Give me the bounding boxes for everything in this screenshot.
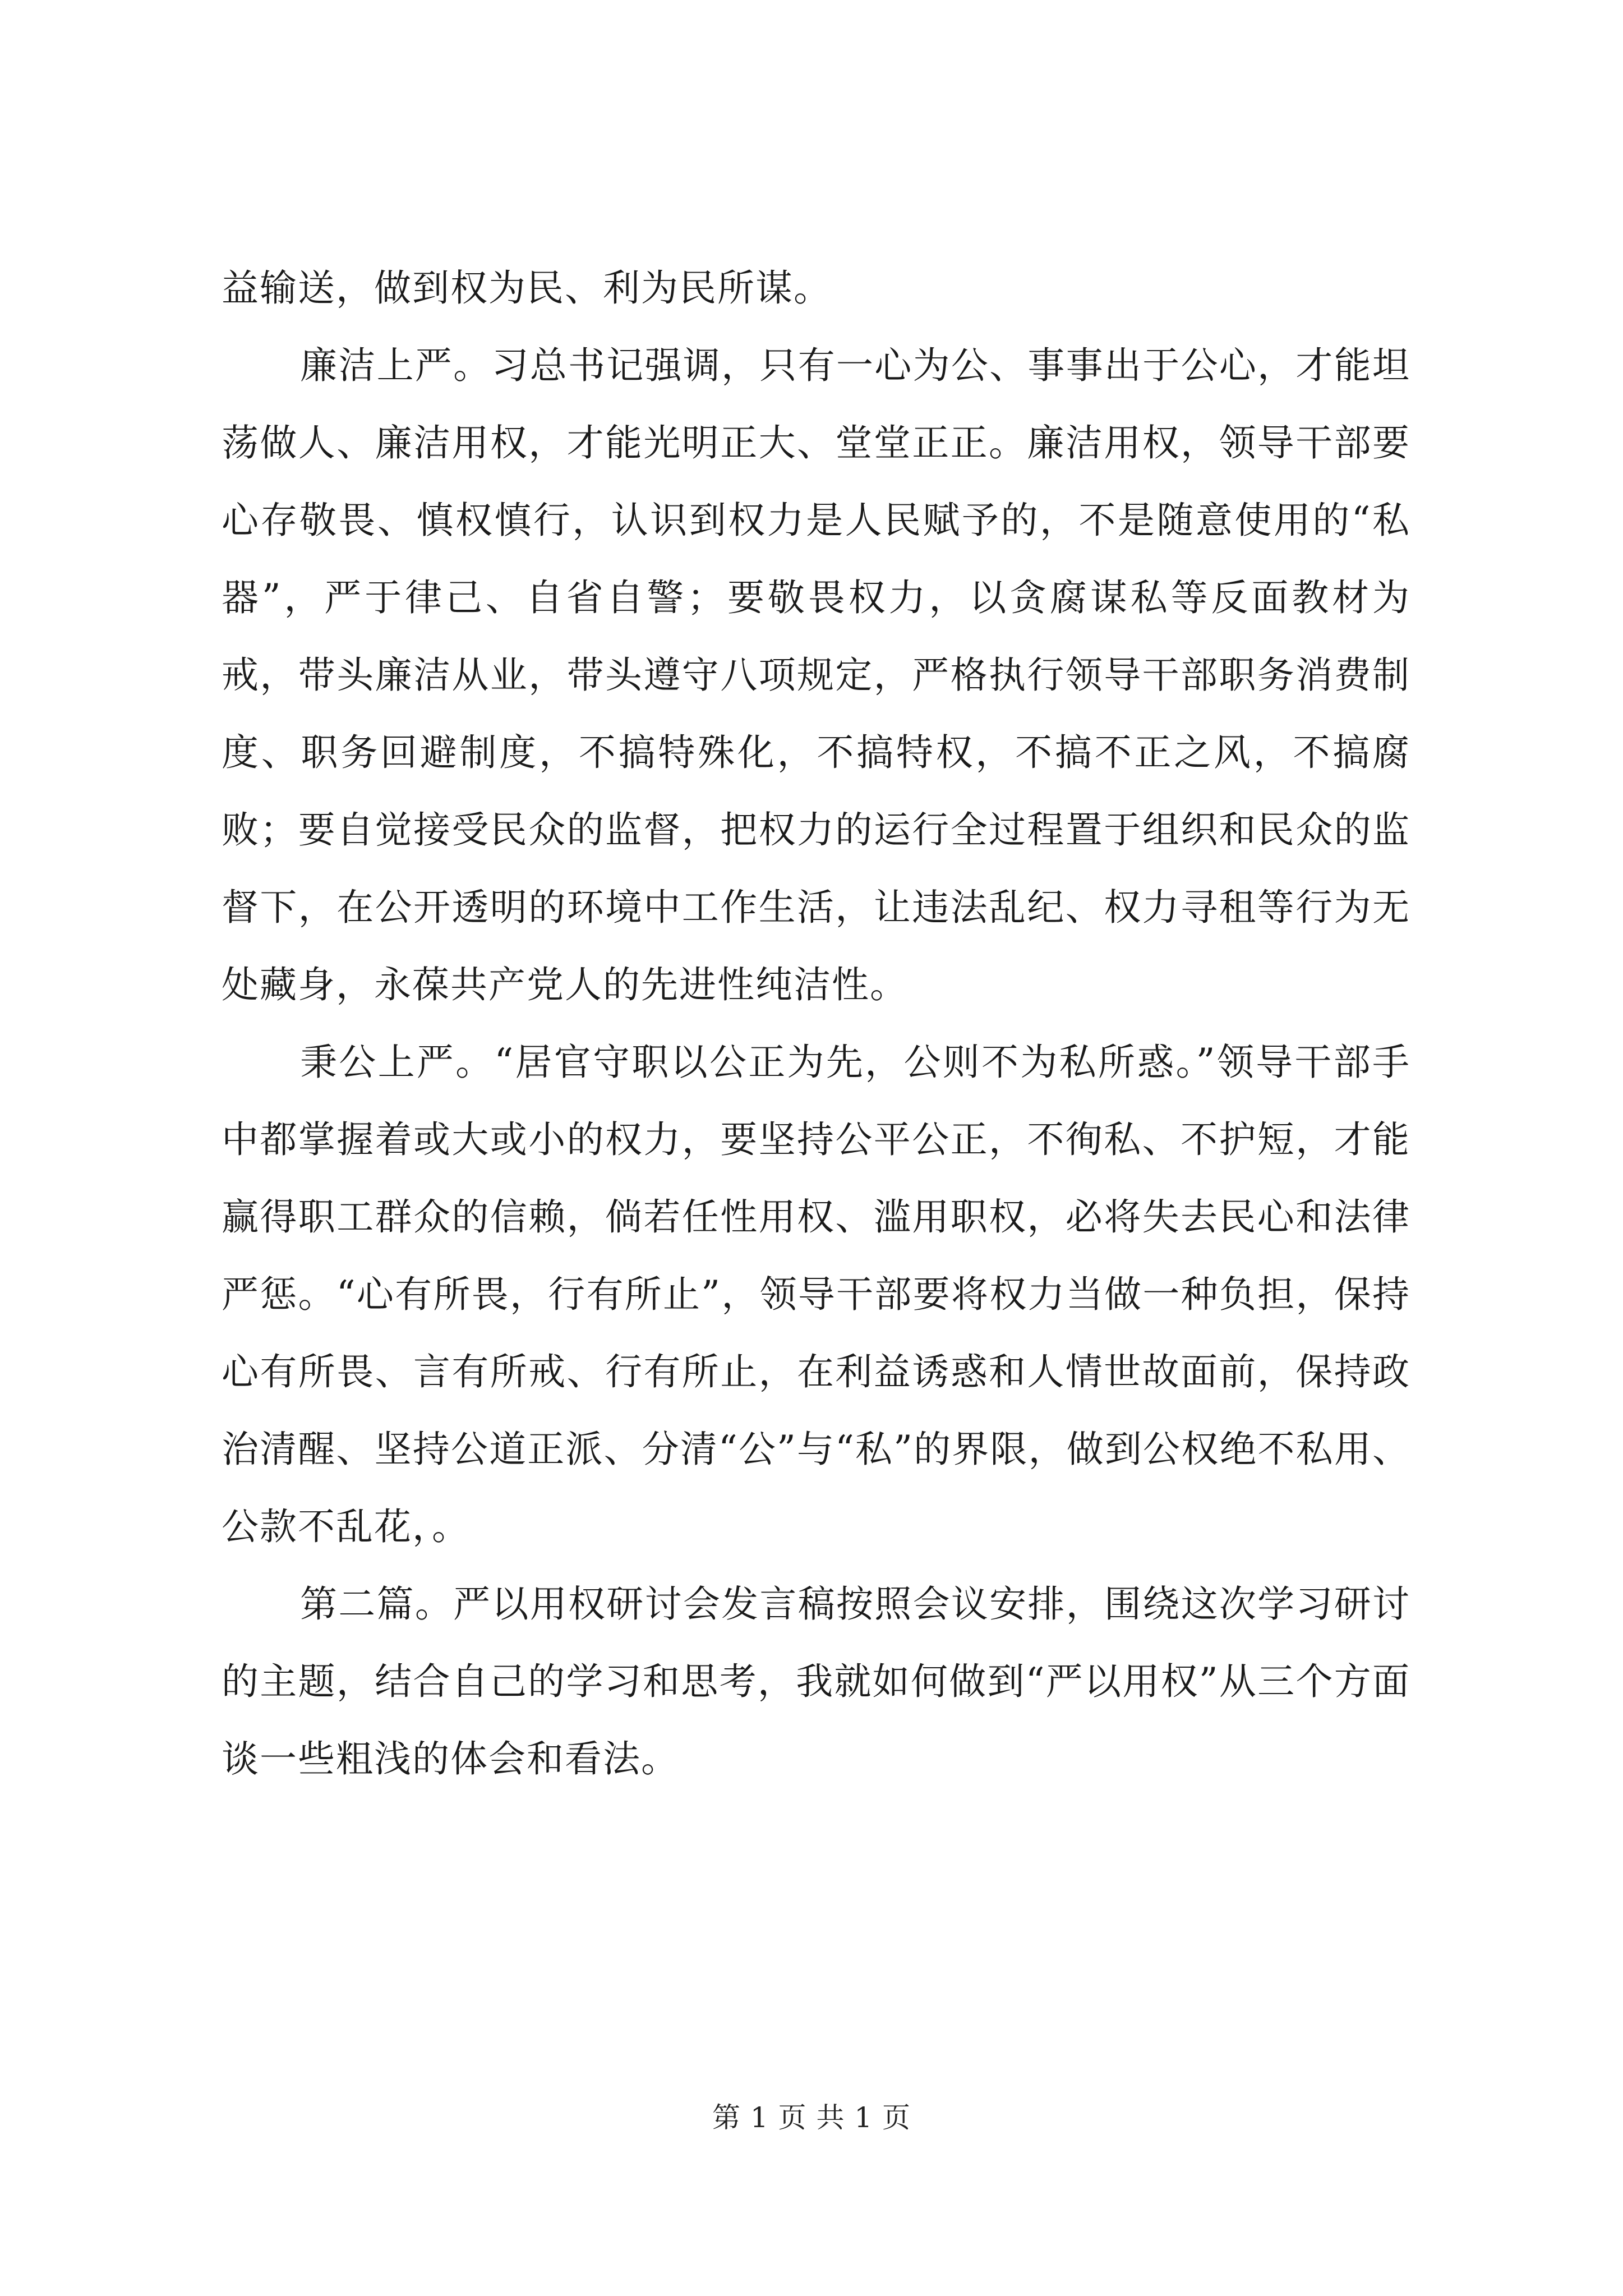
paragraph-integrity: 廉洁上严。习总书记强调，只有一心为公、事事出于公心，才能坦荡做人、廉洁用权，才能光明正大、堂堂正正。廉洁用权，领导干部要心存敬畏、慎权慎行，认识到权力是人民赋予的，不是随意使用的“私器”，严于律己、自省自警；要敬畏权力，以贪腐谋私等反面教材为戒，带头廉洁从业，带头遵守八项规定，严格执行领导干部职务消费制度、职务回避制度，不搞特殊化，不搞特权，不搞不正之风，不搞腐败；要自觉接受民众的监督，把权力的运行全过程置于组织和民众的监督下，在公开透明的环境中工作生活，让违法乱纪、权力寻租等行为无处藏身，永葆共产党人的先进性纯洁性。 (222, 344, 1410, 1006)
paragraph-impartiality: 秉公上严。“居官守职以公正为先，公则不为私所惑。”领导干部手中都掌握着或大或小的权力，要坚持公平公正，不徇私、不护短，才能赢得职工群众的信赖，倘若任性用权、滥用职权，必将失去民心和法律严惩。“心有所畏，行有所止”，领导干部要将权力当做一种负担，保持心有所畏、言有所戒、行有所止，在利益诱惑和人情世故面前，保持政治清醒、坚持公道正派、分清“公”与“私”的界限，做到公权绝不私用、公款不乱花，。 (222, 1041, 1410, 1548)
page-footer: 第 1 页 共 1 页 (712, 2101, 911, 2134)
paragraph-second-article: 第二篇。严以用权研讨会发言稿按照会议安排，围绕这次学习研讨的主题，结合自己的学习和思考，我就如何做到“严以用权”从三个方面谈一些粗浅的体会和看法。 (222, 1582, 1410, 1780)
paragraph-continuation: 益输送，做到权为民、利为民所谋。 (222, 266, 832, 310)
document-body (222, 250, 1410, 1798)
